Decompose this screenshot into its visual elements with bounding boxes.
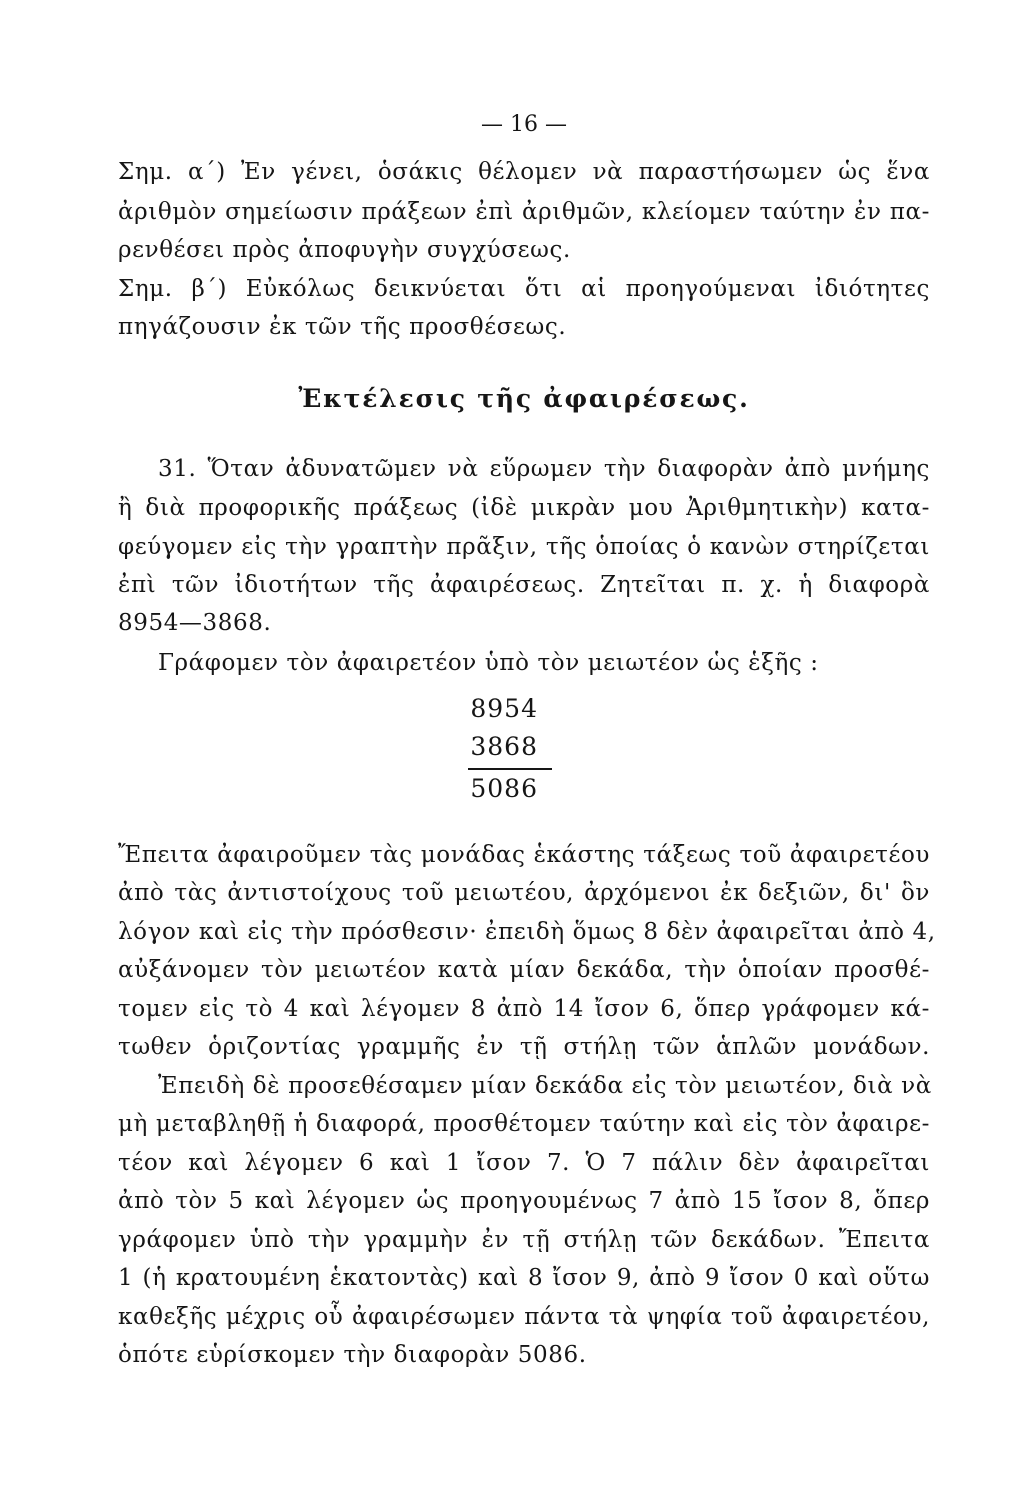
note-line: ρενθέσει πρὸς ἀποφυγὴν συγχύσεως. (118, 237, 571, 263)
paragraph-line: αὐξάνομεν τὸν μειωτέον κατὰ μίαν δεκάδα, τὴν ὁποίαν προσθέ- (118, 957, 930, 983)
paragraph-line: τωθεν ὁριζοντίας γραμμῆς ἐν τῇ στήλῃ τῶν ἁπλῶν μονάδων. (118, 1034, 930, 1060)
paragraph-line: καθεξῆς μέχρις οὗ ἀφαιρέσωμεν πάντα τὰ ψηφία τοῦ ἀφαιρετέου, (118, 1304, 930, 1330)
paragraph-line: φεύγομεν εἰς τὴν γραπτὴν πρᾶξιν, τῆς ὁποίας ὁ κανὼν στηρίζεται (118, 534, 930, 560)
paragraph-line: ἐπὶ τῶν ἰδιοτήτων τῆς ἀφαιρέσεως. Ζητεῖται π. χ. ἡ διαφορὰ (118, 572, 930, 598)
note-line: πηγάζουσιν ἐκ τῶν τῆς προσθέσεως. (118, 314, 567, 340)
difference: 5086 (470, 774, 538, 803)
paragraph-line: λόγον καὶ εἰς τὴν πρόσθεσιν· ἐπειδὴ ὅμως 8 δὲν ἀφαιρεῖται ἀπὸ 4, (118, 919, 936, 945)
paragraph-line: Γράφομεν τὸν ἀφαιρετέον ὑπὸ τὸν μειωτέον ὡς ἑξῆς : (158, 650, 819, 676)
note-line: Σημ. β΄) Εὐκόλως δεικνύεται ὅτι αἱ προηγούμεναι ἰδιότητες (118, 276, 930, 302)
paragraph-line: τέον καὶ λέγομεν 6 καὶ 1 ἴσον 7. Ὁ 7 πάλιν δὲν ἀφαιρεῖται (118, 1150, 930, 1176)
subtrahend: 3868 (470, 732, 538, 761)
paragraph-line: 31. Ὅταν ἀδυνατῶμεν νὰ εὕρωμεν τὴν διαφορὰν ἀπὸ μνήμης (158, 456, 930, 482)
page-number: — 16 — (481, 112, 567, 137)
paragraph-line: μὴ μεταβληθῇ ἡ διαφορά, προσθέτομεν ταύτην καὶ εἰς τὸν ἀφαιρε- (118, 1111, 930, 1137)
note-line: ἀριθμὸν σημείωσιν πράξεων ἐπὶ ἀριθμῶν, κλείομεν ταύτην ἐν πα- (118, 199, 930, 225)
paragraph-line: γράφομεν ὑπὸ τὴν γραμμὴν ἐν τῇ στήλῃ τῶν δεκάδων. Ἔπειτα (118, 1227, 930, 1253)
paragraph-line: 8954—3868. (118, 610, 272, 636)
paragraph-line: ὁπότε εὑρίσκομεν τὴν διαφορὰν 5086. (118, 1342, 587, 1368)
paragraph-line: Ἐπειδὴ δὲ προσεθέσαμεν μίαν δεκάδα εἰς τὸν μειωτέον, διὰ νὰ (158, 1073, 932, 1099)
paragraph-line: 1 (ἡ κρατουμένη ἑκατοντὰς) καὶ 8 ἴσον 9, ἀπὸ 9 ἴσον 0 καὶ οὕτω (118, 1265, 930, 1291)
minuend: 8954 (470, 694, 538, 723)
subtraction-calculation (468, 690, 552, 808)
paragraph-line: ἢ διὰ προφορικῆς πράξεως (ἰδὲ μικρὰν μου Ἀριθμητικὴν) κατα- (118, 495, 930, 521)
paragraph-line: τομεν εἰς τὸ 4 καὶ λέγομεν 8 ἀπὸ 14 ἴσον 6, ὅπερ γράφομεν κά- (118, 996, 930, 1022)
paragraph-line: Ἔπειτα ἀφαιροῦμεν τὰς μονάδας ἑκάστης τάξεως τοῦ ἀφαιρετέου (118, 842, 930, 868)
section-heading: Ἐκτέλεσις τῆς ἀφαιρέσεως. (298, 384, 750, 413)
book-page (118, 0, 936, 1500)
note-line: Σημ. α΄) Ἐν γένει, ὁσάκις θέλομεν νὰ παραστήσωμεν ὡς ἕνα (118, 159, 930, 185)
paragraph-line: ἀπὸ τὰς ἀντιστοίχους τοῦ μειωτέου, ἀρχόμενοι ἐκ δεξιῶν, δι' ὃν (118, 880, 930, 906)
paragraph-line: ἀπὸ τὸν 5 καὶ λέγομεν ὡς προηγουμένως 7 ἀπὸ 15 ἴσον 8, ὅπερ (118, 1188, 930, 1214)
